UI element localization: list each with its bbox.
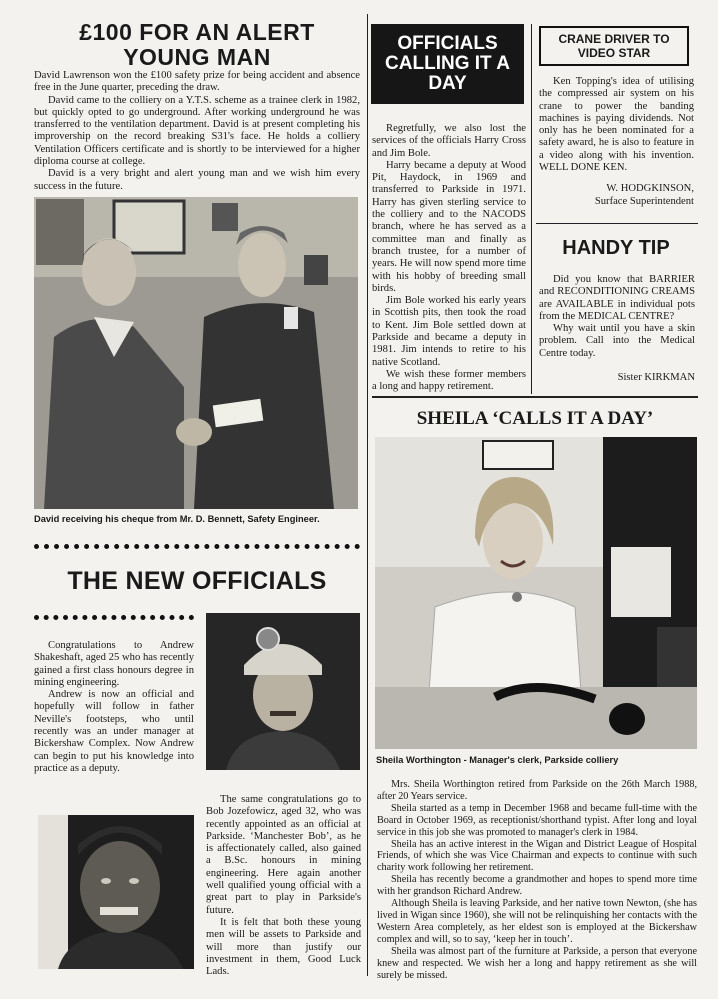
paragraph: Regretfully, we also lost the services of the officials Harry Cross and Jim Bole. [372, 123, 526, 159]
caption-david-cheque: David receiving his cheque from Mr. D. Bennett, Safety Engineer. [34, 514, 320, 524]
paragraph: Sheila has an active interest in the Wigan and District League of Hospital Friends, of which she was Vice Chairman and expects to continue with such charity work following her retirement. [377, 838, 697, 874]
photo-illustration [206, 613, 360, 770]
paragraph: Ken Topping's idea of utilising the compressed air system on his crane to power the banding machines is paying dividends. Not only has he been nominated for a safety award, he is also to feature in a video along with his invention. WELL DONE KEN. [539, 76, 694, 174]
paragraph: It is felt that both these young men will be assets to Parkside and will more than justify our investment in them, Good Luck Lads. [206, 916, 361, 978]
article-alert-young-man-body [34, 70, 360, 193]
article-new-officials-left [34, 640, 194, 775]
paragraph: The same congratulations go to Bob Jozefowicz, aged 32, who was recently appointed as an official at Parkside. ‘Manchester Bob’, as he is affectionately called, also gained a B.Sc. honours in mining engineering. Here again another well qualified young official with a great part to play in Parkside's future. [206, 794, 361, 916]
paragraph: Sheila started as a temp in December 1968 and became full-time with the Board in October 1969, as receptionist/shorthand typist. After long and loyal service in this job she was promoted to manager's clerk in 1984. [377, 802, 697, 838]
dotted-rule-top [34, 544, 360, 549]
photo-illustration [375, 437, 697, 749]
paragraph: Jim Bole worked his early years in Scottish pits, then took the road to Kent. Jim Bole settled down at Parkside and became a deputy in 1981. Jim intends to retire to his native Scotland. [372, 295, 526, 368]
headline-text: OFFICIALS CALLING IT A DAY [385, 33, 510, 94]
divider-right-section [372, 396, 698, 398]
paragraph: Congratulations to Andrew Shakeshaft, aged 25 who has recently gained a first class honours degree in mining engineering. [34, 640, 194, 688]
headline-crane-driver [539, 26, 689, 66]
paragraph: Sheila has recently become a grandmother and hopes to spend more time with her grandson Richard Andrew. [377, 874, 697, 898]
paragraph: Did you know that BARRIER and RECONDITIONING CREAMS are AVAILABLE in individual pots from the MEDICAL CENTRE? [539, 274, 695, 322]
photo-andrew-shakeshaft [206, 613, 360, 770]
paragraph: Sheila was almost part of the furniture at Parkside, a person that everyone knew and respected. We wish her a long and happy retirement as she will surely be missed. [377, 945, 697, 981]
caption-sheila: Sheila Worthington - Manager's clerk, Parkside colliery [376, 755, 619, 765]
headline-new-officials: THE NEW OFFICIALS [67, 567, 327, 595]
headline-text: CRANE DRIVER TO VIDEO STAR [558, 32, 670, 60]
headline-handy-tip: HANDY TIP [562, 237, 670, 259]
article-sheila-body [377, 779, 697, 981]
headline-sheila: SHEILA ‘CALLS IT A DAY’ [416, 408, 654, 429]
photo-bob-jozefowicz [38, 815, 194, 969]
headline-officials-calling-it-a-day [371, 24, 524, 104]
dotted-rule-bottom [34, 615, 194, 620]
paragraph: David came to the colliery on a Y.T.S. scheme as a trainee clerk in 1982, but quickly opted to go underground. After working underground he was transferred to the ventilation department. David is at present completing his improvership on the record breaking S31's face. He holds a colliery Ventilation Officers certificate and is shortly to be interviewed for a higher diploma course at college. [34, 94, 360, 168]
signature-name: W. HODGKINSON, [606, 183, 694, 194]
article-handy-tip-body [539, 274, 695, 360]
paragraph: We wish these former members a long and happy retirement. [372, 368, 526, 393]
column-divider-left [367, 14, 368, 976]
photo-david-receiving-cheque [34, 197, 358, 509]
article-officials-body [372, 123, 526, 394]
paragraph: Harry became a deputy at Wood Pit, Haydock, in 1969 and transferred to Parkside in 1971. Harry has given sterling service to the colliery and to the NACODS branch, where he has served as a committee man and finally as branch trustee, for a number of years. He will now spend more time with his hobby of breeding small birds. [372, 159, 526, 294]
signature-kirkman: Sister KIRKMAN [617, 372, 695, 383]
signature-hodgkinson [539, 182, 694, 208]
paragraph: Although Sheila is leaving Parkside, and her native town Newton, (she has lived in Wigan since 1960), she will not be relinquishing her contacts with the Western Area completely, as her eldest son is employed at the Bickershaw complex and will, so to say, ‘keep her in touch’. [377, 898, 697, 945]
paragraph: Mrs. Sheila Worthington retired from Parkside on the 26th March 1988, after 20 Years service. [377, 779, 697, 802]
article-crane-driver-body [539, 76, 694, 174]
paragraph: Andrew is now an official and hopefully will follow in father Neville's footsteps, who until recently was an under manager at Bickershaw Complex. Now Andrew can begin to put his knowledge into practice as a deputy. [34, 689, 194, 774]
photo-illustration [34, 197, 358, 509]
column-divider-right [531, 24, 532, 394]
paragraph: David is a very bright and alert young man and we wish him every success in the future. [34, 168, 360, 192]
paragraph: David Lawrenson won the £100 safety prize for being accident and absence free in the June quarter, preceding the draw. [34, 70, 360, 94]
signature-title: Surface Superintendent [594, 196, 694, 207]
photo-sheila-worthington [375, 437, 697, 749]
divider-crane-handy [536, 223, 698, 224]
paragraph: Why wait until you have a skin problem. Call into the Medical Centre today. [539, 323, 695, 359]
headline-alert-young-man: £100 FOR AN ALERT YOUNG MAN [79, 19, 315, 70]
article-new-officials-right [206, 794, 361, 978]
photo-illustration [38, 815, 194, 969]
